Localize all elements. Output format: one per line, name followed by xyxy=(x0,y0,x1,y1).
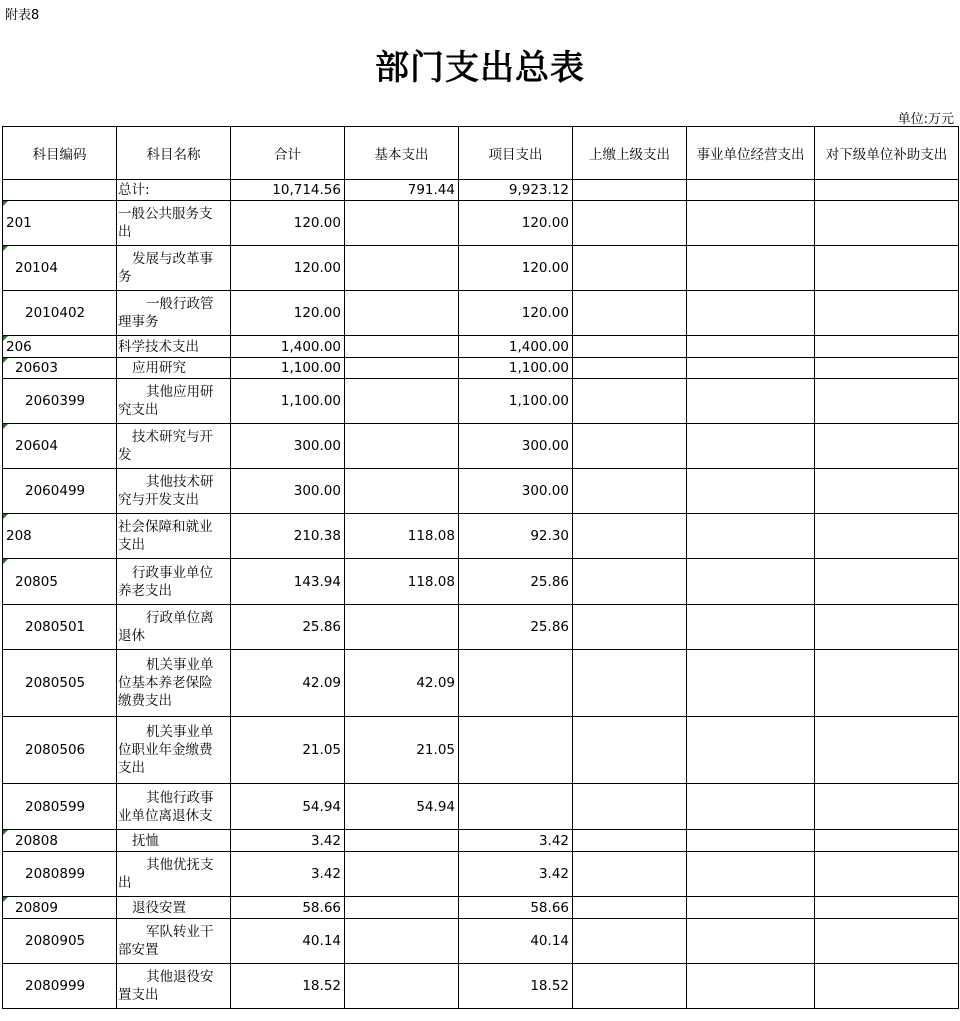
header-name: 科目名称 xyxy=(117,127,231,180)
amount-basic: 118.08 xyxy=(345,514,459,559)
amount-basic xyxy=(345,246,459,291)
account-code: 2080999 xyxy=(25,978,86,994)
account-name-line: 位基本养老保险 xyxy=(118,675,213,691)
amount-basic xyxy=(345,336,459,358)
amount-upper xyxy=(573,291,687,336)
amount-business xyxy=(687,605,815,650)
account-name-cell xyxy=(117,830,231,852)
amount-business xyxy=(687,964,815,1009)
amount-basic: 54.94 xyxy=(345,784,459,830)
account-name-line: 机关事业单 xyxy=(146,657,214,673)
comment-marker-icon xyxy=(3,559,8,564)
account-code: 2080505 xyxy=(25,675,86,691)
table-row xyxy=(3,852,959,897)
amount-business xyxy=(687,514,815,559)
account-name-line: 科学技术支出 xyxy=(118,338,199,355)
code-cell xyxy=(3,424,117,469)
header-total: 合计 xyxy=(231,127,345,180)
account-name-cell xyxy=(117,717,231,784)
code-cell xyxy=(3,469,117,514)
account-name-line: 机关事业单 xyxy=(146,724,214,740)
unit-label: 单位:万元 xyxy=(897,112,954,127)
amount-basic xyxy=(345,469,459,514)
header-basic: 基本支出 xyxy=(345,127,459,180)
account-code: 2060399 xyxy=(25,393,86,409)
amount-total: 300.00 xyxy=(231,424,345,469)
amount-basic xyxy=(345,379,459,424)
table-row xyxy=(3,919,959,964)
amount-business xyxy=(687,919,815,964)
code-cell xyxy=(3,650,117,717)
account-code: 201 xyxy=(6,215,32,231)
account-name-line: 抚恤 xyxy=(132,832,159,849)
amount-basic xyxy=(345,964,459,1009)
table-row xyxy=(3,717,959,784)
comment-marker-icon xyxy=(3,358,8,363)
amount-upper xyxy=(573,246,687,291)
account-name-cell xyxy=(117,336,231,358)
account-name-cell xyxy=(117,964,231,1009)
code-cell xyxy=(3,514,117,559)
table-row xyxy=(3,514,959,559)
amount-total: 120.00 xyxy=(231,291,345,336)
header-upper: 上缴上级支出 xyxy=(573,127,687,180)
amount-total: 1,100.00 xyxy=(231,358,345,379)
account-name-line: 务 xyxy=(118,269,132,285)
header-row xyxy=(3,127,959,180)
account-name-cell xyxy=(117,358,231,379)
comment-marker-icon xyxy=(3,897,8,902)
code-cell xyxy=(3,830,117,852)
table-row xyxy=(3,201,959,246)
amount-subsidy xyxy=(815,897,959,919)
amount-subsidy xyxy=(815,291,959,336)
account-name-line: 发 xyxy=(118,447,132,463)
table-row xyxy=(3,291,959,336)
amount-total: 1,400.00 xyxy=(231,336,345,358)
code-cell xyxy=(3,246,117,291)
amount-upper xyxy=(573,514,687,559)
account-code: 2080506 xyxy=(25,742,86,758)
amount-project: 3.42 xyxy=(459,852,573,897)
code-cell xyxy=(3,336,117,358)
account-name-cell xyxy=(117,650,231,717)
amount-business xyxy=(687,291,815,336)
amount-business xyxy=(687,559,815,605)
account-name-line: 应用研究 xyxy=(132,360,186,376)
account-code: 20604 xyxy=(15,438,58,454)
account-code: 20805 xyxy=(15,573,58,590)
amount-basic xyxy=(345,605,459,650)
account-name-cell xyxy=(117,379,231,424)
amount-basic xyxy=(345,897,459,919)
table-row xyxy=(3,424,959,469)
account-name-line: 支出 xyxy=(118,537,145,553)
code-cell xyxy=(3,358,117,379)
amount-total: 40.14 xyxy=(231,919,345,964)
table-row xyxy=(3,336,959,358)
amount-basic xyxy=(345,291,459,336)
account-code: 2080905 xyxy=(25,933,86,949)
comment-marker-icon xyxy=(3,336,8,341)
code-cell xyxy=(3,717,117,784)
amount-project: 120.00 xyxy=(459,246,573,291)
code-cell xyxy=(3,559,117,605)
amount-business xyxy=(687,784,815,830)
table-row xyxy=(3,358,959,379)
amount-upper xyxy=(573,559,687,605)
amount-upper xyxy=(573,919,687,964)
table-row xyxy=(3,964,959,1009)
amount-total: 21.05 xyxy=(231,717,345,784)
account-name-cell xyxy=(117,559,231,605)
amount-upper xyxy=(573,650,687,717)
total-code-cell xyxy=(3,180,117,201)
account-name-line: 一般公共服务支 xyxy=(118,206,213,222)
amount-upper xyxy=(573,336,687,358)
comment-marker-icon xyxy=(3,201,8,206)
amount-total: 120.00 xyxy=(231,246,345,291)
table-row xyxy=(3,379,959,424)
account-code: 20104 xyxy=(15,260,58,276)
total-upper xyxy=(573,180,687,201)
account-name-line: 一般行政管 xyxy=(146,296,214,312)
account-name-line: 行政事业单位 xyxy=(132,564,213,581)
amount-upper xyxy=(573,469,687,514)
amount-business xyxy=(687,650,815,717)
amount-total: 3.42 xyxy=(231,830,345,852)
table-row xyxy=(3,469,959,514)
header-code: 科目编码 xyxy=(3,127,117,180)
account-name-cell xyxy=(117,291,231,336)
account-name-cell xyxy=(117,919,231,964)
amount-upper xyxy=(573,605,687,650)
account-name-cell xyxy=(117,201,231,246)
code-cell xyxy=(3,784,117,830)
account-name-line: 发展与改革事 xyxy=(132,251,213,267)
account-name-line: 业单位离退休支 xyxy=(118,807,213,824)
account-code: 2080599 xyxy=(25,798,86,815)
amount-project: 40.14 xyxy=(459,919,573,964)
expenditure-table xyxy=(2,126,959,1009)
amount-project xyxy=(459,784,573,830)
amount-total: 25.86 xyxy=(231,605,345,650)
total-label: 总计: xyxy=(117,180,231,201)
amount-subsidy xyxy=(815,379,959,424)
table-row xyxy=(3,650,959,717)
total-row xyxy=(3,180,959,201)
account-name-line: 出 xyxy=(118,224,132,240)
account-name-line: 位职业年金缴费 xyxy=(118,742,213,758)
account-name-line: 支出 xyxy=(118,760,145,776)
amount-basic: 118.08 xyxy=(345,559,459,605)
amount-subsidy xyxy=(815,559,959,605)
amount-total: 3.42 xyxy=(231,852,345,897)
account-name-cell xyxy=(117,246,231,291)
amount-upper xyxy=(573,784,687,830)
amount-business xyxy=(687,717,815,784)
account-name-line: 理事务 xyxy=(118,314,159,330)
account-name-line: 部安置 xyxy=(118,942,159,958)
code-cell xyxy=(3,919,117,964)
account-name-line: 退役安置 xyxy=(132,899,186,916)
account-name-cell xyxy=(117,784,231,830)
account-name-cell xyxy=(117,605,231,650)
amount-project: 1,100.00 xyxy=(459,379,573,424)
code-cell xyxy=(3,897,117,919)
amount-subsidy xyxy=(815,964,959,1009)
account-name-line: 置支出 xyxy=(118,987,159,1003)
account-name-line: 行政单位离 xyxy=(146,610,214,626)
account-name-line: 其他技术研 xyxy=(146,474,214,490)
code-cell xyxy=(3,964,117,1009)
amount-subsidy xyxy=(815,650,959,717)
account-name-line: 究与开发支出 xyxy=(118,492,199,508)
amount-upper xyxy=(573,424,687,469)
account-name-line: 军队转业干 xyxy=(146,924,214,940)
table-row xyxy=(3,605,959,650)
table-row xyxy=(3,897,959,919)
account-code: 20809 xyxy=(15,899,58,916)
account-name-line: 其他行政事 xyxy=(146,789,214,806)
amount-subsidy xyxy=(815,784,959,830)
amount-basic: 42.09 xyxy=(345,650,459,717)
code-cell xyxy=(3,852,117,897)
amount-total: 54.94 xyxy=(231,784,345,830)
amount-business xyxy=(687,852,815,897)
account-code: 206 xyxy=(6,338,32,355)
amount-basic: 21.05 xyxy=(345,717,459,784)
header-project: 项目支出 xyxy=(459,127,573,180)
code-cell xyxy=(3,201,117,246)
amount-project: 300.00 xyxy=(459,469,573,514)
amount-subsidy xyxy=(815,246,959,291)
amount-business xyxy=(687,897,815,919)
amount-subsidy xyxy=(815,605,959,650)
amount-project xyxy=(459,717,573,784)
account-code: 20808 xyxy=(15,832,58,849)
amount-business xyxy=(687,469,815,514)
account-name-line: 缴费支出 xyxy=(118,693,172,709)
amount-total: 1,100.00 xyxy=(231,379,345,424)
account-name-line: 其他应用研 xyxy=(146,384,214,400)
amount-project: 120.00 xyxy=(459,291,573,336)
amount-subsidy xyxy=(815,919,959,964)
account-name-line: 出 xyxy=(118,875,132,891)
amount-subsidy xyxy=(815,358,959,379)
account-name-cell xyxy=(117,424,231,469)
appendix-label: 附表8 xyxy=(5,8,40,23)
amount-basic xyxy=(345,424,459,469)
amount-business xyxy=(687,830,815,852)
amount-subsidy xyxy=(815,424,959,469)
account-name-line: 技术研究与开 xyxy=(132,429,213,445)
comment-marker-icon xyxy=(3,514,8,519)
amount-upper xyxy=(573,852,687,897)
amount-project: 3.42 xyxy=(459,830,573,852)
amount-subsidy xyxy=(815,717,959,784)
amount-subsidy xyxy=(815,469,959,514)
amount-total: 42.09 xyxy=(231,650,345,717)
code-cell xyxy=(3,379,117,424)
table-row xyxy=(3,830,959,852)
amount-project: 300.00 xyxy=(459,424,573,469)
account-name-line: 社会保障和就业 xyxy=(118,519,213,535)
account-code: 2060499 xyxy=(25,483,86,499)
amount-project: 25.86 xyxy=(459,605,573,650)
amount-upper xyxy=(573,964,687,1009)
amount-upper xyxy=(573,830,687,852)
account-code: 2010402 xyxy=(25,305,86,321)
amount-basic xyxy=(345,358,459,379)
account-name-cell xyxy=(117,514,231,559)
comment-marker-icon xyxy=(3,830,8,835)
amount-subsidy xyxy=(815,852,959,897)
amount-upper xyxy=(573,717,687,784)
amount-project: 1,100.00 xyxy=(459,358,573,379)
account-name-line: 其他优抚支 xyxy=(146,857,214,873)
amount-upper xyxy=(573,897,687,919)
amount-business xyxy=(687,379,815,424)
amount-project: 1,400.00 xyxy=(459,336,573,358)
amount-business xyxy=(687,336,815,358)
table-row xyxy=(3,559,959,605)
amount-subsidy xyxy=(815,514,959,559)
amount-total: 58.66 xyxy=(231,897,345,919)
amount-total: 143.94 xyxy=(231,559,345,605)
amount-upper xyxy=(573,358,687,379)
total-project: 9,923.12 xyxy=(459,180,573,201)
amount-project: 92.30 xyxy=(459,514,573,559)
header-subsidy: 对下级单位补助支出 xyxy=(815,127,959,180)
comment-marker-icon xyxy=(3,424,8,429)
amount-total: 18.52 xyxy=(231,964,345,1009)
header-business: 事业单位经营支出 xyxy=(687,127,815,180)
account-name-line: 养老支出 xyxy=(118,582,172,599)
account-name-line: 退休 xyxy=(118,628,145,644)
amount-subsidy xyxy=(815,830,959,852)
total-basic: 791.44 xyxy=(345,180,459,201)
amount-basic xyxy=(345,852,459,897)
amount-business xyxy=(687,424,815,469)
account-name-cell xyxy=(117,469,231,514)
amount-basic xyxy=(345,919,459,964)
code-cell xyxy=(3,605,117,650)
amount-project: 18.52 xyxy=(459,964,573,1009)
account-code: 20603 xyxy=(15,360,58,376)
page-title: 部门支出总表 xyxy=(375,48,585,88)
account-code: 208 xyxy=(6,528,32,544)
account-name-line: 究支出 xyxy=(118,402,159,418)
account-name-line: 其他退役安 xyxy=(146,969,214,985)
account-code: 2080501 xyxy=(25,619,86,635)
total-business xyxy=(687,180,815,201)
amount-project: 120.00 xyxy=(459,201,573,246)
amount-business xyxy=(687,201,815,246)
amount-basic xyxy=(345,201,459,246)
amount-project: 25.86 xyxy=(459,559,573,605)
amount-business xyxy=(687,358,815,379)
amount-total: 120.00 xyxy=(231,201,345,246)
total-amount: 10,714.56 xyxy=(231,180,345,201)
table-row xyxy=(3,784,959,830)
account-name-cell xyxy=(117,897,231,919)
amount-total: 210.38 xyxy=(231,514,345,559)
amount-upper xyxy=(573,379,687,424)
table-row xyxy=(3,246,959,291)
comment-marker-icon xyxy=(3,246,8,251)
amount-business xyxy=(687,246,815,291)
amount-upper xyxy=(573,201,687,246)
code-cell xyxy=(3,291,117,336)
amount-subsidy xyxy=(815,336,959,358)
total-subsidy xyxy=(815,180,959,201)
account-name-cell xyxy=(117,852,231,897)
amount-project: 58.66 xyxy=(459,897,573,919)
amount-project xyxy=(459,650,573,717)
amount-subsidy xyxy=(815,201,959,246)
account-code: 2080899 xyxy=(25,866,86,882)
amount-total: 300.00 xyxy=(231,469,345,514)
amount-basic xyxy=(345,830,459,852)
